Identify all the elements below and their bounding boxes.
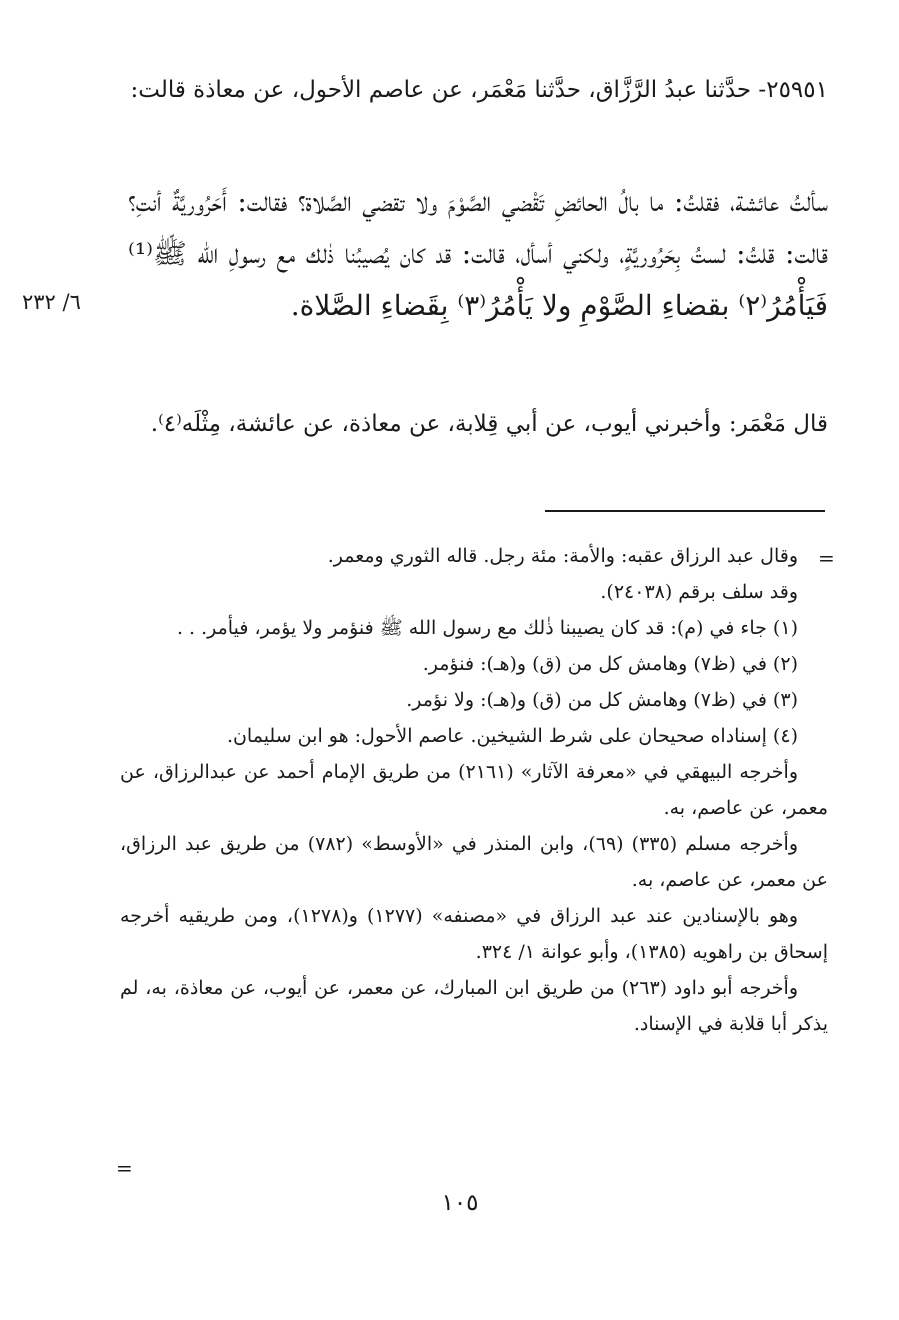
footnote-line: وقال عبد الرزاق عقبه: والأمة: مئة رجل. قاله الثوري ومعمر. [327, 545, 798, 567]
hadith-isnad: قال مَعْمَر: وأخبرني أيوب، عن أبي قِلابة، عن معاذة، عن عائشة، مِثْلَه⁽٤⁾. [150, 411, 828, 437]
page-number: ١٠٥ [441, 1190, 479, 1216]
continuation-mark-bottom: = [116, 1156, 133, 1180]
footnote-line: وأخرجه مسلم (٣٣٥) (٦٩)، وابن المنذر في «الأوسط» (٧٨٢) من طريق عبد الرزاق، عن معمر، عن عاصم، به. [120, 833, 828, 891]
side-reference: ٦/ ٢٣٢ [22, 290, 81, 314]
footnotes [120, 538, 828, 1042]
footnote-1: (١) جاء في (م): قد كان يصيبنا ذٰلك مع رسول الله ﷺ فنؤمر ولا يؤمر، فيأمر. . . [176, 617, 798, 639]
hadith-header: ٢٥٩٥١- حدَّثنا عبدُ الرَّزَّاق، حدَّثنا مَعْمَر، عن عاصم الأحول، عن معاذة قالت: [130, 77, 828, 103]
footnote-divider [545, 510, 825, 512]
hadith-quote: سألتُ عائشة، فقلتُ: ما بالُ الحائضِ تَقْضي الصَّوْمَ ولا تقضي الصَّلاة؟ فقالت: أَحَرُوريَّةٌ أنتِ؟ قالت: قلتُ: لستُ بِحَرُوريَّةٍ، ولكني أسأل، قالت: قد كان يُصيبُنا ذٰلك مع رسولِ الله ﷺ⁽¹⁾ فَيَأْمُرُ⁽٢⁾ بقضاءِ الصَّوْمِ ولا يَأْمُرُ⁽٣⁾ بِقَضاءِ الصَّلاة. [128, 185, 828, 322]
footnote-line: وهو بالإسنادين عند عبد الرزاق في «مصنفه» (١٢٧٧) و(١٢٧٨)، ومن طريقيه أخرجه إسحاق بن راهويه (١٣٨٥)، وأبو عوانة ١/ ٣٢٤. [120, 905, 828, 963]
continuation-mark-top: = [818, 546, 835, 570]
footnote-line: وأخرجه البيهقي في «معرفة الآثار» (٢١٦١) من طريق الإمام أحمد عن عبدالرزاق، عن معمر، عن عاصم، به. [120, 761, 828, 819]
footnote-line: وأخرجه أبو داود (٢٦٣) من طريق ابن المبارك، عن معمر، عن أيوب، عن معاذة، به، لم يذكر أبا قلابة في الإسناد. [120, 977, 828, 1035]
footnote-4: (٤) إسناداه صحيحان على شرط الشيخين. عاصم الأحول: هو ابن سليمان. [226, 725, 798, 747]
footnote-line: وقد سلف برقم (٢٤٠٣٨). [600, 581, 798, 603]
footnote-2: (٢) في (ظ٧) وهامش كل من (ق) و(هـ): فنؤمر. [422, 653, 798, 675]
footnote-3: (٣) في (ظ٧) وهامش كل من (ق) و(هـ): ولا نؤمر. [406, 689, 798, 711]
